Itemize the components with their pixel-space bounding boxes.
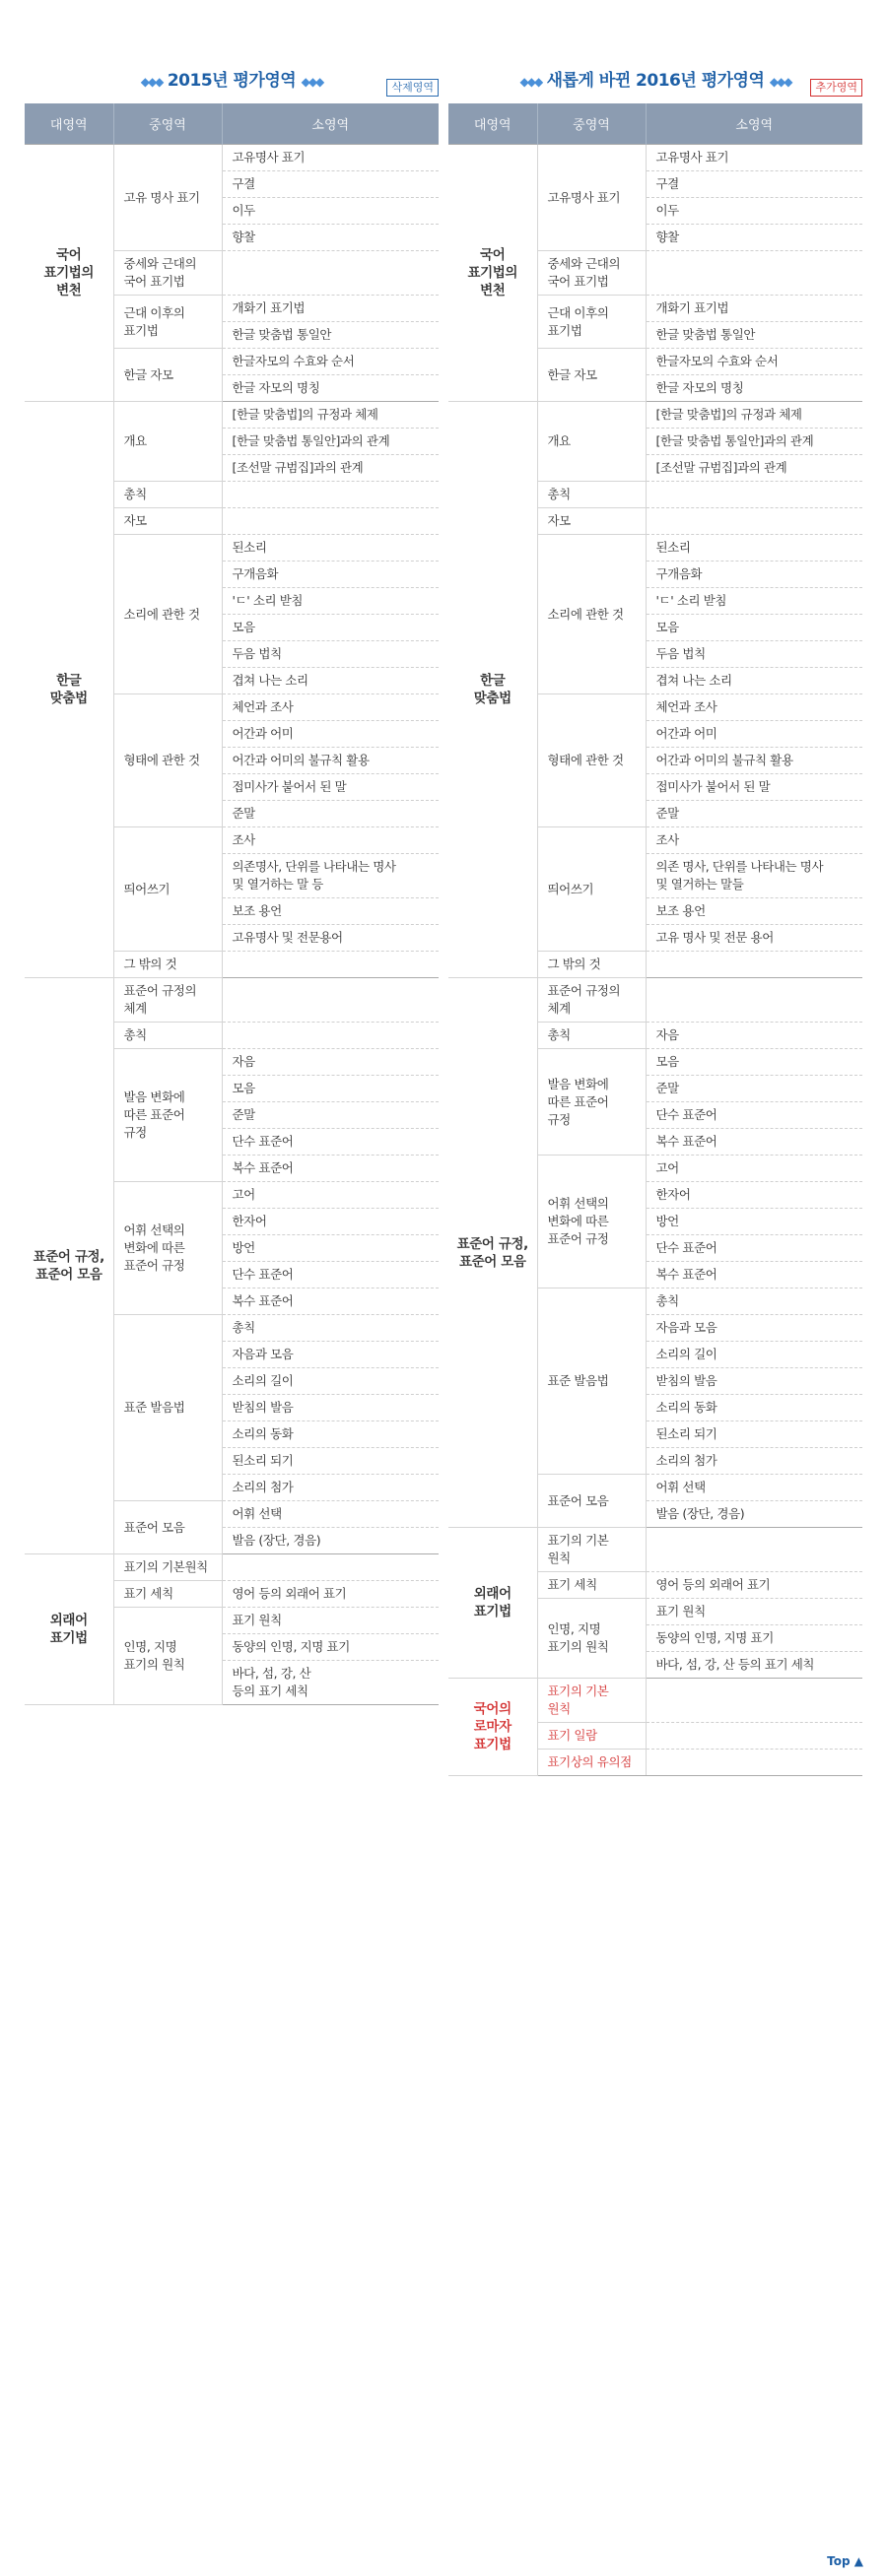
major-category: 국어의 로마자 표기법 xyxy=(448,1679,537,1776)
mid-category: 근대 이후의 표기법 xyxy=(537,296,646,349)
sub-category: 복수 표준어 xyxy=(646,1262,862,1288)
sub-category: 소리의 길이 xyxy=(222,1368,439,1395)
sub-category: 체언과 조사 xyxy=(222,694,439,721)
sub-category: 어간과 어미의 불규칙 활용 xyxy=(222,748,439,774)
sub-category: 고유명사 표기 xyxy=(222,145,439,171)
sub-category: 겹쳐 나는 소리 xyxy=(222,668,439,694)
sub-category: 두음 법칙 xyxy=(222,641,439,668)
sub-category: 된소리 xyxy=(646,535,862,561)
sub-category: 구개음화 xyxy=(222,561,439,588)
sub-category: 총칙 xyxy=(222,1315,439,1342)
mid-category: 표준어 규정의 체계 xyxy=(537,978,646,1023)
sub-category: 조사 xyxy=(222,827,439,854)
right-table xyxy=(448,103,862,1776)
header-mid: 중영역 xyxy=(537,103,646,145)
mid-category: 총칙 xyxy=(113,482,222,508)
left-title xyxy=(25,71,439,91)
sub-category: 총칙 xyxy=(646,1288,862,1315)
sub-category: 겹쳐 나는 소리 xyxy=(646,668,862,694)
sub-category: 단수 표준어 xyxy=(646,1102,862,1129)
mid-category: 고유명사 표기 xyxy=(537,145,646,251)
sub-category: 받침의 발음 xyxy=(646,1368,862,1395)
sub-category: 동양의 인명, 지명 표기 xyxy=(222,1634,439,1661)
sub-category: 준말 xyxy=(222,1102,439,1129)
sub-category: 복수 표준어 xyxy=(222,1288,439,1315)
sub-category xyxy=(646,1528,862,1572)
sub-category: 고어 xyxy=(646,1156,862,1182)
mid-category: 한글 자모 xyxy=(537,349,646,402)
mid-category: 띄어쓰기 xyxy=(537,827,646,952)
major-category: 표준어 규정, 표준어 모음 xyxy=(448,978,537,1528)
mid-category: 그 밖의 것 xyxy=(113,952,222,978)
left-title-text: 2015년 평가영역 xyxy=(167,71,297,91)
sub-category: [한글 맞춤법]의 규정과 체제 xyxy=(222,402,439,429)
sub-category: 소리의 첨가 xyxy=(646,1448,862,1475)
sub-category: 구결 xyxy=(646,171,862,198)
sub-category: 준말 xyxy=(646,801,862,827)
mid-category: 고유 명사 표기 xyxy=(113,145,222,251)
header-sub: 소영역 xyxy=(646,103,862,145)
sub-category xyxy=(222,482,439,508)
mid-category: 표준 발음법 xyxy=(113,1315,222,1501)
sub-category: [한글 맞춤법 통일안]과의 관계 xyxy=(646,429,862,455)
mid-category: 발음 변화에 따른 표준어 규정 xyxy=(537,1049,646,1156)
sub-category: 구결 xyxy=(222,171,439,198)
mid-category: 표기 세칙 xyxy=(537,1572,646,1599)
sub-category: 된소리 xyxy=(222,535,439,561)
sub-category: 소리의 동화 xyxy=(646,1395,862,1421)
sub-category: 된소리 되기 xyxy=(222,1448,439,1475)
table-row xyxy=(25,402,439,429)
sub-category: 모음 xyxy=(646,615,862,641)
sub-category: 접미사가 붙어서 된 말 xyxy=(646,774,862,801)
sub-category: 모음 xyxy=(222,1076,439,1102)
sub-category: 조사 xyxy=(646,827,862,854)
sub-category: 된소리 되기 xyxy=(646,1421,862,1448)
mid-category: 소리에 관한 것 xyxy=(113,535,222,694)
sub-category: 고어 xyxy=(222,1182,439,1209)
sub-category xyxy=(222,1023,439,1049)
mid-category: 총칙 xyxy=(537,482,646,508)
mid-category: 표기상의 유의점 xyxy=(537,1750,646,1776)
sub-category: 바다, 섬, 강, 산 등의 표기 세칙 xyxy=(222,1661,439,1705)
sub-category: 동양의 인명, 지명 표기 xyxy=(646,1625,862,1652)
mid-category: 표기 세칙 xyxy=(113,1581,222,1608)
sub-category: 단수 표준어 xyxy=(222,1262,439,1288)
sub-category: 한자어 xyxy=(646,1182,862,1209)
sub-category: 모음 xyxy=(222,615,439,641)
mid-category: 표기의 기본 원칙 xyxy=(537,1679,646,1723)
mid-category: 그 밖의 것 xyxy=(537,952,646,978)
sub-category: 단수 표준어 xyxy=(646,1235,862,1262)
sub-category xyxy=(646,482,862,508)
sub-category: 한글자모의 수효와 순서 xyxy=(222,349,439,375)
header-major: 대영역 xyxy=(448,103,537,145)
sub-category: 자음과 모음 xyxy=(646,1315,862,1342)
right-title xyxy=(448,71,862,91)
table-row xyxy=(448,145,862,171)
mid-category: 중세와 근대의 국어 표기법 xyxy=(537,251,646,296)
sub-category xyxy=(222,978,439,1023)
header-major: 대영역 xyxy=(25,103,113,145)
sub-category xyxy=(222,251,439,296)
sub-category: 복수 표준어 xyxy=(646,1129,862,1156)
sub-category: 복수 표준어 xyxy=(222,1156,439,1182)
sub-category: 자음과 모음 xyxy=(222,1342,439,1368)
sub-category xyxy=(646,978,862,1023)
mid-category: 소리에 관한 것 xyxy=(537,535,646,694)
sub-category: 체언과 조사 xyxy=(646,694,862,721)
mid-category: 표기의 기본원칙 xyxy=(113,1554,222,1581)
sub-category: 자음 xyxy=(222,1049,439,1076)
major-category: 한글 맞춤법 xyxy=(25,402,113,978)
sub-category xyxy=(646,1750,862,1776)
sub-category: 구개음화 xyxy=(646,561,862,588)
mid-category: 표준어 모음 xyxy=(537,1475,646,1528)
sub-category: [조선말 규범집]과의 관계 xyxy=(222,455,439,482)
sub-category: 모음 xyxy=(646,1049,862,1076)
sub-category: 어간과 어미의 불규칙 활용 xyxy=(646,748,862,774)
table-row xyxy=(25,978,439,1023)
sub-category xyxy=(646,952,862,978)
sub-category xyxy=(222,508,439,535)
sub-category: 한자어 xyxy=(222,1209,439,1235)
table-row xyxy=(448,978,862,1023)
sub-category: 어간과 어미 xyxy=(222,721,439,748)
sub-category: 보조 용언 xyxy=(646,898,862,925)
mid-category: 형태에 관한 것 xyxy=(537,694,646,827)
major-category: 국어 표기법의 변천 xyxy=(25,145,113,402)
mid-category: 자모 xyxy=(537,508,646,535)
right-title-text: 새롭게 바뀐 2016년 평가영역 xyxy=(546,71,765,91)
sub-category xyxy=(646,508,862,535)
mid-category: 근대 이후의 표기법 xyxy=(113,296,222,349)
sub-category: 의존 명사, 단위를 나타내는 명사 및 열거하는 말들 xyxy=(646,854,862,898)
table-row xyxy=(25,1554,439,1581)
sub-category: 접미사가 붙어서 된 말 xyxy=(222,774,439,801)
sub-category: 소리의 길이 xyxy=(646,1342,862,1368)
sub-category: 어간과 어미 xyxy=(646,721,862,748)
sub-category: 보조 용언 xyxy=(222,898,439,925)
sub-category: 표기 원칙 xyxy=(646,1599,862,1625)
sub-category: 발음 (장단, 경음) xyxy=(222,1528,439,1554)
sub-category: 소리의 동화 xyxy=(222,1421,439,1448)
sub-category: [한글 맞춤법 통일안]과의 관계 xyxy=(222,429,439,455)
sub-category: 준말 xyxy=(646,1076,862,1102)
mid-category: 표준 발음법 xyxy=(537,1288,646,1475)
sub-category xyxy=(646,1723,862,1750)
sub-category: 영어 등의 외래어 표기 xyxy=(222,1581,439,1608)
table-row xyxy=(25,145,439,171)
sub-category xyxy=(222,952,439,978)
sub-category: 고유 명사 및 전문 용어 xyxy=(646,925,862,952)
major-category: 외래어 표기법 xyxy=(448,1528,537,1679)
mid-category: 총칙 xyxy=(537,1023,646,1049)
mid-category: 어휘 선택의 변화에 따른 표준어 규정 xyxy=(113,1182,222,1315)
sub-category: 두음 법칙 xyxy=(646,641,862,668)
mid-category: 표준어 규정의 체계 xyxy=(113,978,222,1023)
mid-category: 인명, 지명 표기의 원칙 xyxy=(537,1599,646,1679)
table-row xyxy=(448,1528,862,1572)
mid-category: 표기 일람 xyxy=(537,1723,646,1750)
sub-category: 한글 자모의 명칭 xyxy=(646,375,862,402)
sub-category: 고유명사 표기 xyxy=(646,145,862,171)
sub-category: 받침의 발음 xyxy=(222,1395,439,1421)
top-link[interactable]: Top ▲ xyxy=(827,2554,863,2568)
diamond-icon: ◆◆◆ xyxy=(301,75,323,89)
sub-category xyxy=(222,1554,439,1581)
sub-category xyxy=(646,251,862,296)
sub-category: 의존명사, 단위를 나타내는 명사 및 열거하는 말 등 xyxy=(222,854,439,898)
sub-category: 이두 xyxy=(222,198,439,225)
sub-category: 'ㄷ' 소리 받침 xyxy=(646,588,862,615)
sub-category: [조선말 규범집]과의 관계 xyxy=(646,455,862,482)
mid-category: 개요 xyxy=(537,402,646,482)
sub-category: 고유명사 및 전문용어 xyxy=(222,925,439,952)
sub-category: 개화기 표기법 xyxy=(222,296,439,322)
sub-category: 한글 맞춤법 통일안 xyxy=(222,322,439,349)
diamond-icon: ◆◆◆ xyxy=(519,75,542,89)
mid-category: 발음 변화에 따른 표준어 규정 xyxy=(113,1049,222,1182)
sub-category: 방언 xyxy=(646,1209,862,1235)
mid-category: 인명, 지명 표기의 원칙 xyxy=(113,1608,222,1705)
sub-category: 소리의 첨가 xyxy=(222,1475,439,1501)
major-category: 한글 맞춤법 xyxy=(448,402,537,978)
sub-category: 자음 xyxy=(646,1023,862,1049)
sub-category: 표기 원칙 xyxy=(222,1608,439,1634)
mid-category: 형태에 관한 것 xyxy=(113,694,222,827)
sub-category: 영어 등의 외래어 표기 xyxy=(646,1572,862,1599)
header-sub: 소영역 xyxy=(222,103,439,145)
added-area-badge: 추가영역 xyxy=(810,79,862,97)
mid-category: 중세와 근대의 국어 표기법 xyxy=(113,251,222,296)
mid-category: 자모 xyxy=(113,508,222,535)
major-category: 외래어 표기법 xyxy=(25,1554,113,1705)
sub-category: 발음 (장단, 경음) xyxy=(646,1501,862,1528)
sub-category: 한글자모의 수효와 순서 xyxy=(646,349,862,375)
sub-category: 이두 xyxy=(646,198,862,225)
mid-category: 어휘 선택의 변화에 따른 표준어 규정 xyxy=(537,1156,646,1288)
diamond-icon: ◆◆◆ xyxy=(140,75,163,89)
sub-category: 한글 맞춤법 통일안 xyxy=(646,322,862,349)
mid-category: 표기의 기본 원칙 xyxy=(537,1528,646,1572)
mid-category: 띄어쓰기 xyxy=(113,827,222,952)
table-row xyxy=(448,402,862,429)
mid-category: 한글 자모 xyxy=(113,349,222,402)
major-category: 표준어 규정, 표준어 모음 xyxy=(25,978,113,1554)
sub-category: 'ㄷ' 소리 받침 xyxy=(222,588,439,615)
sub-category: [한글 맞춤법]의 규정과 체제 xyxy=(646,402,862,429)
deleted-area-badge: 삭제영역 xyxy=(386,79,439,97)
sub-category: 바다, 섬, 강, 산 등의 표기 세칙 xyxy=(646,1652,862,1679)
sub-category: 향찰 xyxy=(646,225,862,251)
sub-category: 방언 xyxy=(222,1235,439,1262)
sub-category: 단수 표준어 xyxy=(222,1129,439,1156)
sub-category: 개화기 표기법 xyxy=(646,296,862,322)
mid-category: 표준어 모음 xyxy=(113,1501,222,1554)
sub-category: 어휘 선택 xyxy=(222,1501,439,1528)
sub-category: 향찰 xyxy=(222,225,439,251)
sub-category xyxy=(646,1679,862,1723)
header-mid: 중영역 xyxy=(113,103,222,145)
sub-category: 준말 xyxy=(222,801,439,827)
left-table xyxy=(25,103,439,1705)
major-category: 국어 표기법의 변천 xyxy=(448,145,537,402)
sub-category: 어휘 선택 xyxy=(646,1475,862,1501)
mid-category: 개요 xyxy=(113,402,222,482)
sub-category: 한글 자모의 명칭 xyxy=(222,375,439,402)
table-row xyxy=(448,1679,862,1723)
diamond-icon: ◆◆◆ xyxy=(769,75,791,89)
mid-category: 총칙 xyxy=(113,1023,222,1049)
